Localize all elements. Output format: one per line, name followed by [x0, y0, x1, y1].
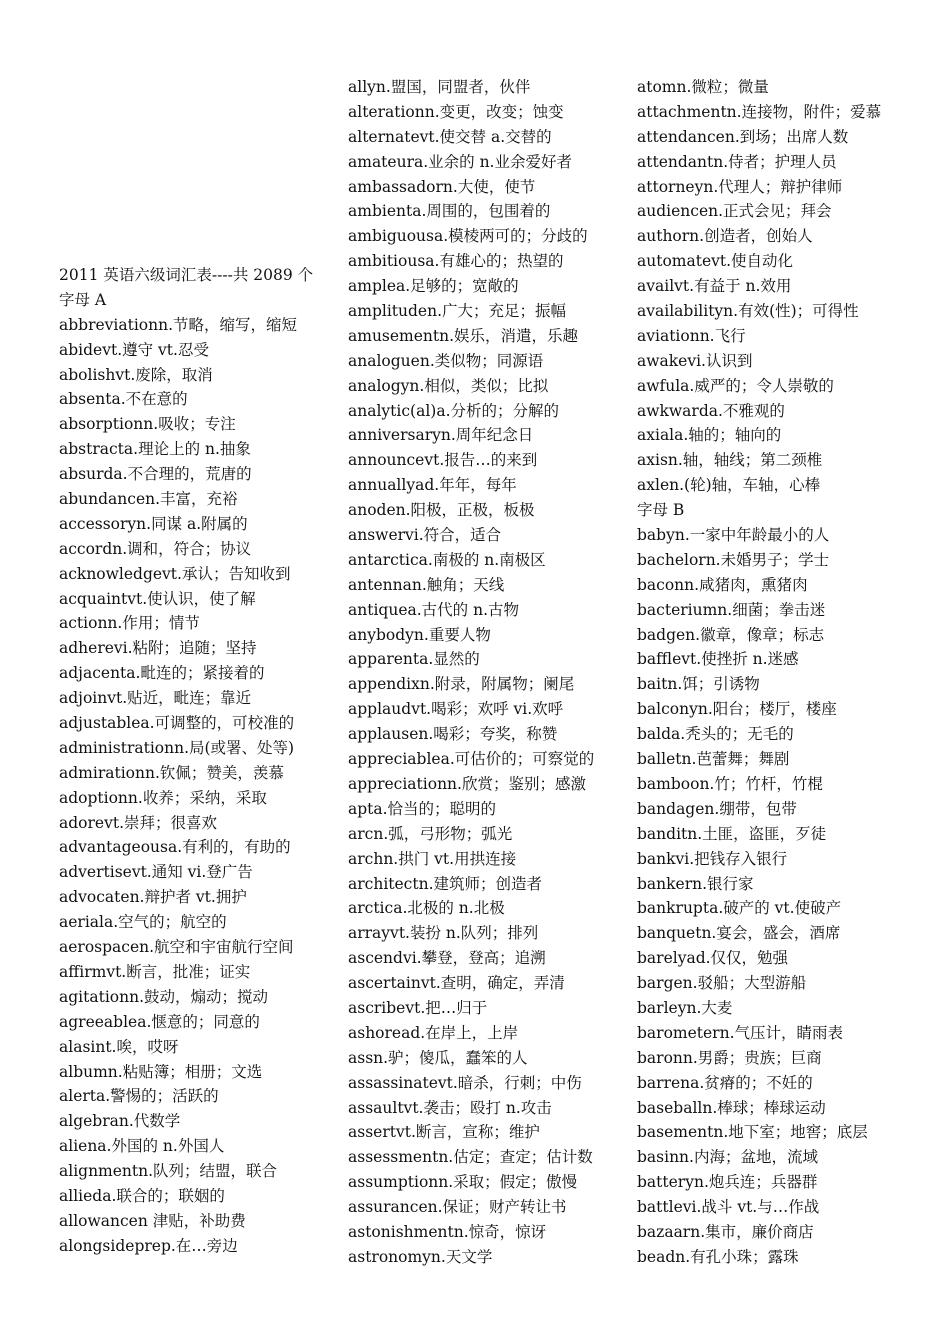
vocab-entry: adjoinvt.贴近，毗连；靠近 — [59, 689, 252, 708]
vocab-entry: apta.恰当的；聪明的 — [348, 799, 497, 818]
vocab-entry: babyn.一家中年龄最小的人 — [637, 526, 830, 545]
vocab-entry: barrena.贫瘠的；不妊的 — [637, 1073, 813, 1092]
vocab-entry: annuallyad.年年，每年 — [348, 476, 517, 495]
vocab-entry: awfula.威严的；令人崇敬的 — [637, 376, 834, 395]
vocab-entry: availvt.有益于 n.效用 — [637, 277, 792, 296]
vocab-entry: abbreviationn.节略，缩写，缩短 — [59, 315, 298, 334]
vocab-entry: ambitiousa.有雄心的；热望的 — [348, 252, 564, 271]
vocab-entry: assurancen.保证；财产转让书 — [348, 1198, 567, 1217]
vocab-entry: bazaarn.集市，廉价商店 — [637, 1222, 814, 1241]
vocab-entry: aeriala.空气的；航空的 — [59, 913, 227, 932]
vocab-entry: anybodyn.重要人物 — [348, 625, 491, 644]
vocab-entry: adorevt.崇拜；很喜欢 — [59, 813, 217, 832]
vocab-entry: ascendvi.攀登，登高；追溯 — [348, 949, 546, 968]
vocab-column-2 — [348, 75, 594, 1270]
vocab-entry: appreciablea.可估价的；可察觉的 — [348, 750, 595, 769]
vocab-entry: 字母 B — [637, 501, 685, 520]
vocab-entry: bandagen.绷带，包带 — [637, 799, 797, 818]
vocab-entry: axisn.轴，轴线；第二颈椎 — [637, 451, 823, 470]
vocab-entry: alterationn.变更，改变；蚀变 — [348, 102, 564, 121]
vocab-entry: announcevt.报告…的来到 — [348, 451, 538, 470]
vocab-entry: assumptionn.采取；假定；傲慢 — [348, 1173, 578, 1192]
vocab-entry: ascribevt.把…归于 — [348, 998, 488, 1017]
vocab-entry: astonishmentn.惊奇，惊讶 — [348, 1222, 547, 1241]
vocab-entry: advertisevt.通知 vi.登广告 — [59, 863, 253, 882]
vocab-entry: absorptionn.吸收；专注 — [59, 415, 236, 434]
vocab-entry: antiquea.古代的 n.古物 — [348, 600, 519, 619]
vocab-entry: beadn.有孔小珠；露珠 — [637, 1247, 799, 1266]
vocab-entry: assertvt.断言，宣称；维护 — [348, 1123, 540, 1142]
vocab-entry: badgen.徽章，像章；标志 — [637, 625, 825, 644]
vocab-entry: bankern.银行家 — [637, 874, 754, 893]
vocab-entry: arctica.北极的 n.北极 — [348, 899, 505, 918]
vocab-entry: acknowledgevt.承认；告知收到 — [59, 564, 291, 583]
vocab-entry: basementn.地下室；地窖；底层 — [637, 1123, 868, 1142]
vocab-entry: ambassadorn.大使，使节 — [348, 177, 536, 196]
vocab-entry: awkwarda.不雅观的 — [637, 401, 785, 420]
vocab-entry: ascertainvt.查明，确定，弄清 — [348, 974, 565, 993]
vocab-entry: analytic(al)a.分析的；分解的 — [348, 401, 560, 420]
vocab-entry: astronomyn.天文学 — [348, 1247, 493, 1266]
vocab-entry: arrayvt.装扮 n.队列；排列 — [348, 924, 539, 943]
vocab-entry: bamboon.竹；竹杆，竹棍 — [637, 774, 823, 793]
vocab-entry: ambiguousa.模棱两可的；分歧的 — [348, 227, 588, 246]
vocab-entry: automatevt.使自动化 — [637, 252, 794, 271]
vocab-entry: awakevi.认识到 — [637, 351, 753, 370]
vocab-entry: bankvi.把钱存入银行 — [637, 849, 788, 868]
vocab-entry: advocaten.辩护者 vt.拥护 — [59, 888, 247, 907]
vocab-entry: applaudvt.喝彩；欢呼 vi.欢呼 — [348, 700, 564, 719]
vocab-entry: baitn.饵；引诱物 — [637, 675, 760, 694]
vocab-entry: abolishvt.废除，取消 — [59, 365, 213, 384]
vocab-entry: archn.拱门 vt.用拱连接 — [348, 849, 517, 868]
vocab-entry: alongsideprep.在…旁边 — [59, 1236, 238, 1255]
vocab-entry: ambienta.周围的，包围着的 — [348, 202, 551, 221]
vocab-entry: alternatevt.使交替 a.交替的 — [348, 127, 552, 146]
vocab-entry: barelyad.仅仅，勉强 — [637, 949, 789, 968]
vocab-entry: analoguen.类似物；同源语 — [348, 351, 544, 370]
vocab-entry: admirationn.钦佩；赞美，羡慕 — [59, 763, 284, 782]
vocab-entry: attendancen.到场；出席人数 — [637, 127, 849, 146]
vocab-entry: bachelorn.未婚男子；学士 — [637, 550, 830, 569]
vocab-entry: alignmentn.队列；结盟，联合 — [59, 1162, 278, 1181]
vocab-entry: absenta.不在意的 — [59, 390, 188, 409]
vocab-entry: batteryn.炮兵连；兵器群 — [637, 1173, 818, 1192]
vocab-entry: answervi.符合，适合 — [348, 526, 502, 545]
vocab-entry: basinn.内海；盆地，流域 — [637, 1148, 818, 1167]
vocab-entry: attendantn.侍者；护理人员 — [637, 152, 837, 171]
vocab-entry: aviationn.飞行 — [637, 326, 746, 345]
vocab-entry: allowancen 津贴，补助费 — [59, 1211, 246, 1230]
vocab-entry: bafflevt.使挫折 n.迷感 — [637, 650, 799, 669]
vocab-entry: baronn.男爵；贵族；巨商 — [637, 1048, 822, 1067]
vocab-entry: abstracta.理论上的 n.抽象 — [59, 440, 251, 459]
vocab-entry: baconn.咸猪肉，熏猪肉 — [637, 575, 808, 594]
vocab-entry: algebran.代数学 — [59, 1112, 181, 1131]
vocab-entry: barometern.气压计，睛雨表 — [637, 1023, 843, 1042]
vocab-entry: amplituden.广大；充足；振幅 — [348, 302, 566, 321]
vocab-entry: balconyn.阳台；楼厅，楼座 — [637, 700, 837, 719]
vocab-entry: abundancen.丰富，充裕 — [59, 490, 238, 509]
vocab-entry: assn.驴；傻瓜，蠢笨的人 — [348, 1048, 528, 1067]
vocab-entry: axlen.(轮)轴，车轴，心棒 — [637, 476, 821, 495]
vocab-entry: applausen.喝彩；夸奖，称赞 — [348, 725, 558, 744]
vocab-entry: architectn.建筑师；创造者 — [348, 874, 542, 893]
vocab-entry: affirmvt.断言，批准；证实 — [59, 962, 251, 981]
vocab-entry: audiencen.正式会见；拜会 — [637, 202, 832, 221]
vocab-entry: albumn.粘贴簿；相册；文选 — [59, 1062, 263, 1081]
vocab-entry: adherevi.粘附；追随；坚持 — [59, 639, 257, 658]
vocab-entry: banditn.土匪，盗匪，歹徒 — [637, 824, 827, 843]
vocab-entry: administrationn.局(或署、处等) — [59, 738, 295, 757]
vocab-entry: appreciationn.欣赏；鉴别；感激 — [348, 774, 586, 793]
vocab-entry: atomn.微粒；微量 — [637, 78, 769, 96]
vocab-entry: authorn.创造者，创始人 — [637, 227, 813, 246]
vocab-entry: antennan.触角；天线 — [348, 575, 505, 594]
vocab-entry: appendixn.附录，附属物；阑尾 — [348, 675, 575, 694]
vocab-entry: balletn.芭蕾舞；舞剧 — [637, 750, 790, 769]
vocab-entry: allieda.联合的；联姻的 — [59, 1186, 225, 1205]
vocab-entry: bacteriumn.细菌；拳击迷 — [637, 600, 826, 619]
vocab-entry: alasint.唉，哎呀 — [59, 1037, 179, 1056]
vocab-entry: baseballn.棒球；棒球运动 — [637, 1098, 826, 1117]
vocab-entry: assassinatevt.暗杀，行刺；中伤 — [348, 1073, 582, 1092]
vocab-entry: allyn.盟国，同盟者，伙伴 — [348, 78, 531, 96]
vocab-entry: 字母 A — [59, 290, 107, 309]
vocab-entry: accordn.调和，符合；协议 — [59, 539, 252, 558]
vocab-entry: anoden.阳极，正极，板极 — [348, 501, 535, 520]
vocab-column-1 — [59, 263, 313, 1259]
vocab-entry: amateura.业余的 n.业余爱好者 — [348, 152, 572, 171]
vocab-entry: attorneyn.代理人；辩护律师 — [637, 177, 843, 196]
vocab-entry: barleyn.大麦 — [637, 998, 733, 1017]
vocab-entry: abidevt.遵守 vt.忍受 — [59, 340, 209, 359]
vocab-entry: alerta.警惕的；活跃的 — [59, 1087, 219, 1106]
vocab-entry: accessoryn.同谋 a.附属的 — [59, 514, 248, 533]
vocab-entry: 2011 英语六级词汇表----共 2089 个 — [59, 266, 314, 284]
vocab-entry: aerospacen.航空和宇宙航行空间 — [59, 938, 294, 957]
vocab-entry: assessmentn.估定；查定；估计数 — [348, 1148, 593, 1167]
vocab-entry: aliena.外国的 n.外国人 — [59, 1137, 225, 1156]
vocab-entry: bankrupta.破产的 vt.使破产 — [637, 899, 842, 918]
vocab-entry: apparenta.显然的 — [348, 650, 480, 669]
vocab-entry: actionn.作用；情节 — [59, 614, 200, 633]
vocab-entry: agreeablea.惬意的；同意的 — [59, 1012, 260, 1031]
vocab-entry: analogyn.相似，类似；比拟 — [348, 376, 549, 395]
vocab-entry: arcn.弧，弓形物；弧光 — [348, 824, 513, 843]
vocab-entry: adoptionn.收养；采纳，采取 — [59, 788, 267, 807]
vocab-entry: attachmentn.连接物，附件；爱慕 — [637, 102, 882, 121]
vocab-entry: assaultvt.袭击；殴打 n.攻击 — [348, 1098, 552, 1117]
vocab-entry: adjacenta.毗连的；紧接着的 — [59, 664, 265, 683]
vocab-entry: advantageousa.有利的，有助的 — [59, 838, 291, 857]
vocab-entry: ashoread.在岸上，上岸 — [348, 1023, 519, 1042]
vocab-entry: banquetn.宴会，盛会，酒席 — [637, 924, 841, 943]
vocab-entry: bargen.驳船；大型游船 — [637, 974, 807, 993]
vocab-column-3 — [637, 75, 881, 1270]
vocab-entry: acquaintvt.使认识，使了解 — [59, 589, 256, 608]
vocab-entry: absurda.不合理的，荒唐的 — [59, 465, 252, 484]
vocab-entry: balda.秃头的；无毛的 — [637, 725, 794, 744]
vocab-entry: agitationn.鼓动，煽动；搅动 — [59, 987, 269, 1006]
vocab-entry: availabilityn.有效(性)；可得性 — [637, 302, 859, 321]
vocab-entry: axiala.轴的；轴向的 — [637, 426, 782, 445]
vocab-entry: battlevi.战斗 vt.与…作战 — [637, 1198, 820, 1217]
vocab-entry: amplea.足够的；宽敞的 — [348, 277, 519, 296]
vocab-entry: anniversaryn.周年纪念日 — [348, 426, 534, 445]
vocab-entry: adjustablea.可调整的，可校准的 — [59, 714, 295, 733]
vocab-entry: antarctica.南极的 n.南极区 — [348, 550, 546, 569]
vocab-entry: amusementn.娱乐，消遣，乐趣 — [348, 326, 579, 345]
